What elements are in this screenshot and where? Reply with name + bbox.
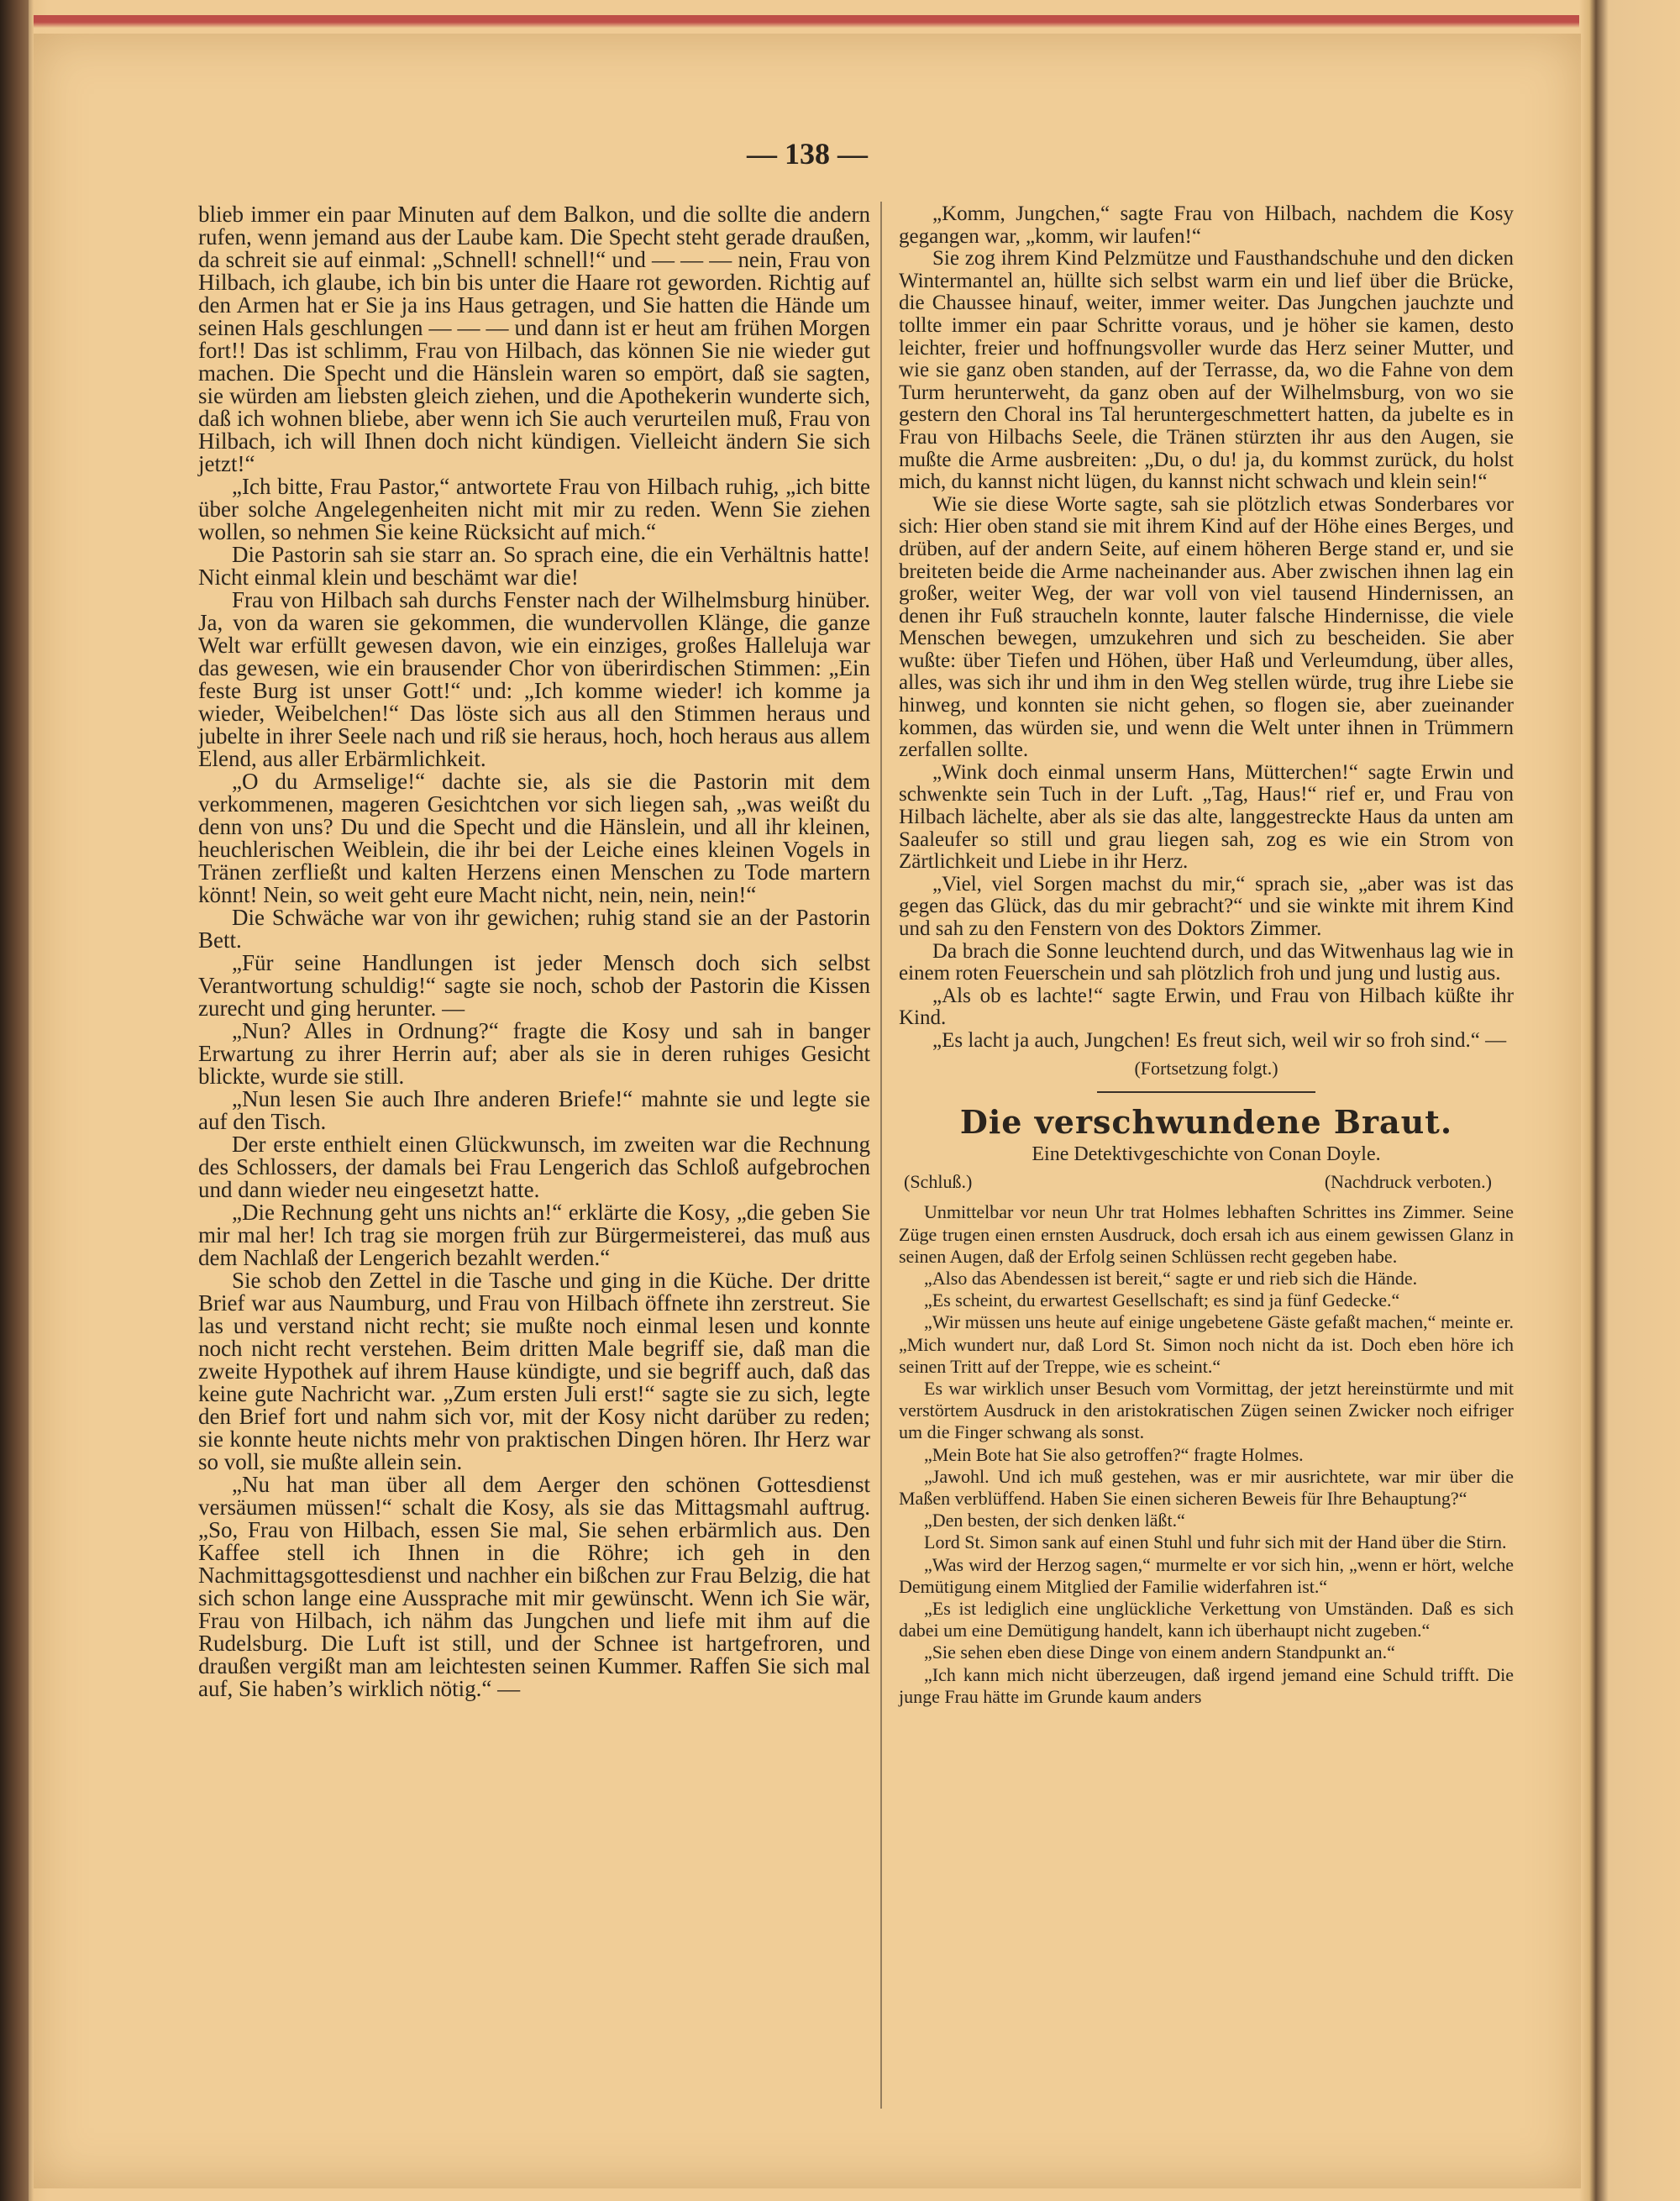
left-paragraph: Frau von Hilbach sah durchs Fenster nach der Wilhelmsburg hinüber. Ja, von da waren sie gekommen, die wundervollen Klänge, die ganze Welt war erfüllt gewesen davon, wie ein einziges, großes Halleluja war das gewesen, wie ein brausender Chor von überirdischen Stimmen: „Ein feste Burg ist unser Gott!“ und: „Ich komme wieder! ich komme ja wieder, Weibelchen!“ Das löste sich aus all den Stimmen heraus und jubelte in ihrer Seele nach und riß sie heraus, hoch, hoch heraus aus allem Elend, aus aller Erbärmlichkeit. <box>198 587 870 771</box>
story-paragraph: „Jawohl. Und ich muß gestehen, was er mir ausrichtete, war mir über die Maßen verblüffend. Haben Sie einen sicheren Beweis für Ihre Behauptung?“ <box>899 1465 1514 1509</box>
story-paragraph: „Ich kann mich nicht überzeugen, daß irgend jemand eine Schuld trifft. Die junge Frau hätte im Grunde kaum anders <box>899 1663 1514 1707</box>
left-paragraph: „Nun? Alles in Ordnung?“ fragte die Kosy und sah in banger Erwartung zu ihrer Herrin auf; aber als sie in deren ruhiges Gesicht blickte, wurde sie still. <box>198 1018 870 1089</box>
story-meta <box>899 1171 1514 1194</box>
left-paragraph: „Für seine Handlungen ist jeder Mensch doch sich selbst Verantwortung schuldig!“ sagte sie noch, schob der Pastorin die Kissen zurecht und ging herunter. — <box>198 950 870 1021</box>
right-paragraph: „Wink doch einmal unserm Hans, Mütterchen!“ sagte Erwin und schwenkte sein Tuch in der Luft. „Tag, Haus!“ rief er, und Frau von Hilbach lächelte, aber als sie das alte, langgestreckte Haus da unten am Saaleufer so still und grau liegen sah, zog es wie ein Strom von Zärtlichkeit und Liebe in ihr Herz. <box>899 760 1514 874</box>
left-paragraph: „Nun lesen Sie auch Ihre anderen Briefe!“ mahnte sie und legte sie auf den Tisch. <box>198 1086 870 1134</box>
right-paragraph: Wie sie diese Worte sagte, sah sie plötzlich etwas Sonderbares vor sich: Hier oben stand sie mit ihrem Kind auf der Höhe eines Berges, und drüben, auf der andern Seite, auf einem höheren Berge stand er, und sie breiteten beide die Arme nacheinander aus. Aber zwischen ihnen lag ein großer, weiter Weg, der war voll von viel tausend Hindernissen, an denen ihr Fuß straucheln konnte, lauter falsche Hindernisse, die viele Menschen bewegen, umzukehren und sich zu bescheiden. Sie aber wußte: über Tiefen und Höhen, über Haß und Verleumdung, über alles, alles, was sich ihr und ihm in den Weg stellen würde, trug ihre Liebe sie hinweg, und konnten sie nicht gehen, so flogen sie, aber zueinander kommen, das würden sie, und wenn die Welt unter ihnen in Trümmern zerfallen sollte. <box>899 492 1514 762</box>
story-paragraph: Unmittelbar vor neun Uhr trat Holmes lebhaften Schrittes ins Zimmer. Seine Züge trugen einen ernsten Ausdruck, doch ersah ich aus einem gewissen Glanz in seinen Augen, daß der Erfolg seinen Schlüssen recht gegeben habe. <box>899 1201 1514 1267</box>
story-part: (Schluß.) <box>904 1170 973 1192</box>
story-paragraph: „Sie sehen eben diese Dinge von einem andern Standpunkt an.“ <box>924 1642 1395 1663</box>
story-rights: (Nachdruck verboten.) <box>1324 1170 1492 1192</box>
column-divider <box>880 202 882 2109</box>
right-paragraph: „Viel, viel Sorgen machst du mir,“ sprach sie, „aber was ist das gegen das Glück, das du mir gebracht?“ und sie winkte mit ihrem Kind und sah zu den Fenstern von des Doktors Zimmer. <box>899 872 1514 940</box>
right-column <box>899 203 1514 1708</box>
left-paragraph: „O du Armselige!“ dachte sie, als sie die Pastorin mit dem verkommenen, mageren Gesichtchen vor sich liegen sah, „was weißt du denn von uns? Du und die Specht und die Hänslein, und all ihr kleinen, heuchlerischen Weiblein, die ihr bei der Leiche eines kleinen Vogels in Tränen zerfließt und kalten Herzens einen Menschen zu Tode martern könnt! Nein, so weit geht eure Macht nicht, nein, nein, nein!“ <box>198 769 870 907</box>
left-paragraph: Die Pastorin sah sie starr an. So sprach eine, die ein Verhältnis hatte! Nicht einmal klein und beschämt war die! <box>198 542 870 590</box>
right-paragraph: „Komm, Jungchen,“ sagte Frau von Hilbach, nachdem die Kosy gegangen war, „komm, wir laufen!“ <box>899 202 1514 248</box>
book-binding <box>0 0 29 2201</box>
story-paragraph: Es war wirklich unser Besuch vom Vormittag, der jetzt hereinstürmte und mit verstörtem Ausdruck in den aristokratischen Zügen seinen Zwicker noch eifriger um die Finger schwang als sonst. <box>899 1377 1514 1443</box>
right-paragraph: Sie zog ihrem Kind Pelzmütze und Fausthandschuhe und den dicken Wintermantel an, hüllte sich selbst warm ein und lief über die Brücke, die Chaussee hinauf, weiter, immer weiter. Das Jungchen jauchzte und tollte immer ein paar Schritte voraus, und je höher sie kamen, desto leichter, freier und hoffnungsvoller wurde das Herz seiner Mutter, und wie sie ganz oben standen, auf der Terrasse, da, wo die Fahne von dem Turm herunterweht, da ganz oben auf der Wilhelmsburg, von wo sie gestern den Choral ins Tal heruntergeschmettert hatten, da jubelte es in Frau von Hilbachs Seele, die Tränen stürzten ihr aus den Augen, sie mußte die Arme ausbreiten: „Du, o du! ja, du kommst zurück, du holst mich, du kannst nicht lügen, du kannst nicht schwach und klein sein!“ <box>899 247 1514 494</box>
left-paragraph: blieb immer ein paar Minuten auf dem Balkon, und die sollte die andern rufen, wenn jemand aus der Laube kam. Die Specht steht gerade draußen, da schreit sie auf einmal: „Schnell! schnell!“ und — — — nein, Frau von Hilbach, ich glaube, ich bin bis unter die Haare rot geworden. Richtig auf den Armen hat er Sie ja ins Haus getragen, und Sie hatten die Hände um seinen Hals geschlungen — — — und dann ist er heut am frühen Morgen fort!! Das ist schlimm, Frau von Hilbach, das können Sie nie wieder gut machen. Die Specht und die Hänslein waren so empört, daß sie sagten, sie würden am liebsten gleich ziehen, und die Apothekerin wunderte sich, daß ich wohnen bliebe, aber wenn ich Sie auch verurteilen muß, Frau von Hilbach, ich will Ihnen doch nicht kündigen. Vielleicht ändern Sie sich jetzt!“ <box>198 202 870 476</box>
left-paragraph: Sie schob den Zettel in die Tasche und ging in die Küche. Der dritte Brief war aus Naumburg, und Frau von Hilbach öffnete ihn zerstreut. Sie las und verstand nicht recht; sie mußte noch einmal lesen und konnte noch nicht recht verstehen. Beim dritten Male begriff sie, daß man die zweite Hypothek auf ihrem Hause kündigte, und sie begriff auch, daß das keine gute Nachricht war. „Zum ersten Juli erst!“ sagte sie zu sich, legte den Brief fort und nahm sich vor, mit der Kosy nicht darüber zu reden; sie konnte heute nichts mehr von praktischen Dingen hören. Ihr Herz war so voll, sie mußte allein sein. <box>198 1268 870 1474</box>
story-paragraph: „Also das Abendessen ist bereit,“ sagte er und rieb sich die Hände. <box>924 1267 1418 1289</box>
right-paragraph: „Es lacht ja auch, Jungchen! Es freut sich, weil wir so froh sind.“ — <box>932 1028 1507 1052</box>
story-body <box>899 1201 1514 1708</box>
story-paragraph: „Was wird der Herzog sagen,“ murmelte er vor sich hin, „wenn er hört, welche Demütigung einem Mitglied der Familie widerfahren ist.“ <box>899 1553 1514 1597</box>
story-paragraph: „Den besten, der sich denken läßt.“ <box>924 1510 1185 1531</box>
left-paragraph: „Ich bitte, Frau Pastor,“ antwortete Frau von Hilbach ruhig, „ich bitte über solche Angelegenheiten nicht mit mir zu reden. Wenn Sie ziehen wollen, so nehmen Sie keine Rücksicht auf mich.“ <box>198 474 870 544</box>
page-number: — 138 — <box>747 137 868 171</box>
right-paragraph: „Als ob es lachte!“ sagte Erwin, und Frau von Hilbach küßte ihr Kind. <box>899 984 1514 1030</box>
story-paragraph: „Es ist lediglich eine unglückliche Verkettung von Umständen. Daß es sich dabei um eine Demütigung handelt, kann ich überhaupt nicht zugeben.“ <box>899 1598 1514 1642</box>
story-subtitle: Eine Detektivgeschichte von Conan Doyle. <box>1032 1143 1381 1166</box>
story-paragraph: „Es scheint, du erwartest Gesellschaft; es sind ja fünf Gedecke.“ <box>924 1290 1400 1311</box>
left-paragraph: Die Schwäche war von ihr gewichen; ruhig stand sie an der Pastorin Bett. <box>198 905 870 953</box>
story-title: Die verschwundene Braut. <box>959 1103 1453 1142</box>
left-column <box>198 203 870 1700</box>
story-paragraph: „Mein Bote hat Sie also getroffen?“ fragte Holmes. <box>924 1443 1304 1465</box>
left-paragraph: „Die Rechnung geht uns nichts an!“ erklärte die Kosy, „die geben Sie mir mal her! Ich trag sie morgen früh zur Bürgermeisterei, das muß aus dem Nachlaß der Lengerich bezahlt werden.“ <box>198 1200 870 1270</box>
section-rule <box>1097 1091 1315 1093</box>
continued-note: (Fortsetzung folgt.) <box>1134 1057 1278 1079</box>
left-paragraph: Der erste enthielt einen Glückwunsch, im zweiten war die Rechnung des Schlossers, der damals bei Frau Lengerich das Schloß aufgebrochen und dann wieder neu eingesetzt hatte. <box>198 1132 870 1202</box>
story-paragraph: Lord St. Simon sank auf einen Stuhl und fuhr sich mit der Hand über die Stirn. <box>924 1531 1507 1553</box>
story-section <box>899 1103 1514 1708</box>
left-paragraph: „Nu hat man über all dem Aerger den schönen Gottesdienst versäumen müssen!“ schalt die Kosy, als sie das Mittagsmahl auftrug. „So, Frau von Hilbach, essen Sie mal, Sie sehen erbärmlich aus. Den Kaffee stell ich Ihnen in die Röhre; ich geh in den Nachmittagsgottesdienst und nachher ein bißchen zur Frau Belzig, die hat sich schon lange eine Aussprache mit mir gewünscht. Wenn ich Sie wär, Frau von Hilbach, ich nähm das Jungchen und liefe mit ihm auf die Rudelsburg. Die Luft ist still, und der Schnee ist hartgefroren, und draußen vergißt man am leichtesten seinen Kummer. Raffen Sie sich mal auf, Sie haben’s wirklich nötig.“ — <box>198 1472 870 1701</box>
right-paragraph: Da brach die Sonne leuchtend durch, und das Witwenhaus lag wie in einem roten Feuerschein und sah plötzlich froh und jung und lustig aus. <box>899 939 1514 985</box>
newspaper-page <box>34 34 1581 2188</box>
story-paragraph: „Wir müssen uns heute auf einige ungebetene Gäste gefaßt machen,“ meinte er. „Mich wundert nur, daß Lord St. Simon noch nicht da ist. Doch eben höre ich seinen Tritt auf der Treppe, wie es scheint.“ <box>899 1311 1514 1377</box>
